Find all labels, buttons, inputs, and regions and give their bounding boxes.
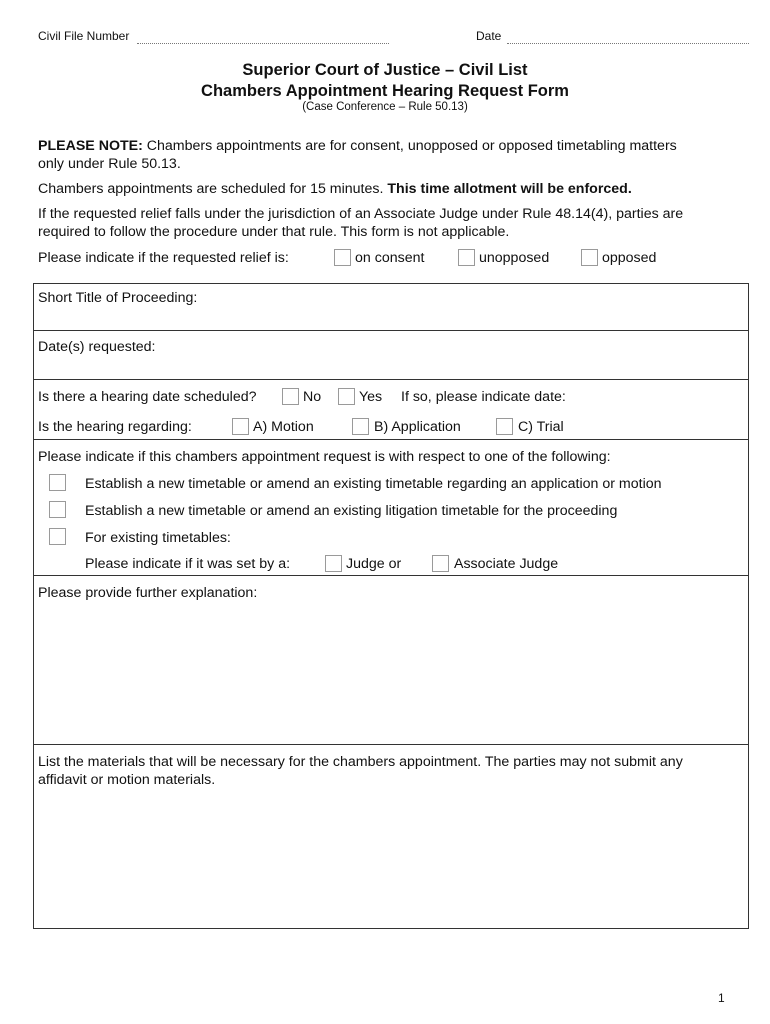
civil-file-number-label: Civil File Number	[38, 29, 130, 43]
jurisdiction-text-2: required to follow the procedure under that rule. This form is not applicable.	[38, 224, 510, 240]
set-by-associate-judge-label: Associate Judge	[454, 556, 559, 572]
schedule-bold: This time allotment will be enforced.	[387, 181, 632, 197]
short-title-input[interactable]	[34, 306, 748, 329]
relief-prompt: Please indicate if the requested relief is:	[38, 250, 289, 266]
materials-text-2: affidavit or motion materials.	[38, 772, 216, 788]
set-by-judge-checkbox[interactable]	[325, 555, 342, 572]
regarding-application-checkbox[interactable]	[352, 418, 369, 435]
regarding-trial-label: C) Trial	[518, 419, 564, 435]
relief-unopposed-label: unopposed	[479, 250, 550, 266]
respect-option-1-checkbox[interactable]	[49, 474, 66, 491]
hearing-question: Is there a hearing date scheduled?	[38, 389, 257, 405]
materials-text-1: List the materials that will be necessary for the chambers appointment. The parties may not submit any	[38, 754, 683, 770]
explanation-textarea[interactable]	[34, 603, 748, 743]
regarding-motion-checkbox[interactable]	[232, 418, 249, 435]
note-text-1: Chambers appointments are for consent, unopposed or opposed timetabling matters	[142, 138, 677, 154]
note-text-2: only under Rule 50.13.	[38, 156, 181, 172]
form-title-line1: Superior Court of Justice – Civil List	[242, 61, 528, 79]
row-divider	[33, 744, 749, 745]
explanation-label: Please provide further explanation:	[38, 585, 258, 601]
respect-option-3-checkbox[interactable]	[49, 528, 66, 545]
civil-file-number-field[interactable]	[137, 43, 389, 44]
hearing-date-prompt: If so, please indicate date:	[401, 389, 566, 405]
relief-opposed-checkbox[interactable]	[581, 249, 598, 266]
relief-opposed-label: opposed	[602, 250, 657, 266]
date-field[interactable]	[507, 43, 749, 44]
set-by-associate-judge-checkbox[interactable]	[432, 555, 449, 572]
respect-option-3-label: For existing timetables:	[85, 530, 231, 546]
respect-prompt: Please indicate if this chambers appointment request is with respect to one of the following:	[38, 449, 611, 465]
hearing-yes-checkbox[interactable]	[338, 388, 355, 405]
schedule-paragraph	[38, 180, 758, 198]
relief-consent-label: on consent	[355, 250, 425, 266]
form-subtitle: (Case Conference – Rule 50.13)	[302, 101, 468, 113]
row-divider	[33, 575, 749, 576]
form-title-line2: Chambers Appointment Hearing Request Form	[201, 82, 569, 100]
relief-unopposed-checkbox[interactable]	[458, 249, 475, 266]
jurisdiction-paragraph	[38, 205, 758, 241]
note-label: PLEASE NOTE:	[38, 138, 143, 154]
row-divider	[33, 330, 749, 331]
dates-requested-label: Date(s) requested:	[38, 339, 156, 355]
short-title-label: Short Title of Proceeding:	[38, 290, 198, 306]
row-divider	[33, 379, 749, 380]
page-number: 1	[718, 991, 725, 1005]
hearing-no-checkbox[interactable]	[282, 388, 299, 405]
regarding-application-label: B) Application	[374, 419, 461, 435]
materials-paragraph	[38, 753, 744, 789]
regarding-motion-label: A) Motion	[253, 419, 314, 435]
date-label: Date	[476, 29, 502, 43]
respect-option-2-checkbox[interactable]	[49, 501, 66, 518]
respect-option-1-label: Establish a new timetable or amend an existing timetable regarding an application or motion	[85, 476, 662, 492]
set-by-judge-label: Judge or	[346, 556, 402, 572]
materials-textarea[interactable]	[34, 792, 748, 928]
row-divider	[33, 439, 749, 440]
set-by-prompt: Please indicate if it was set by a:	[85, 556, 291, 572]
schedule-text: Chambers appointments are scheduled for 15 minutes.	[38, 181, 388, 197]
hearing-no-label: No	[303, 389, 322, 405]
jurisdiction-text-1: If the requested relief falls under the jurisdiction of an Associate Judge under Rule 48.14(4), parties are	[38, 206, 684, 222]
hearing-yes-label: Yes	[359, 389, 383, 405]
respect-option-2-label: Establish a new timetable or amend an existing litigation timetable for the proceeding	[85, 503, 618, 519]
regarding-question: Is the hearing regarding:	[38, 419, 192, 435]
dates-requested-input[interactable]	[34, 355, 748, 378]
relief-consent-checkbox[interactable]	[334, 249, 351, 266]
note-paragraph	[38, 137, 758, 173]
regarding-trial-checkbox[interactable]	[496, 418, 513, 435]
